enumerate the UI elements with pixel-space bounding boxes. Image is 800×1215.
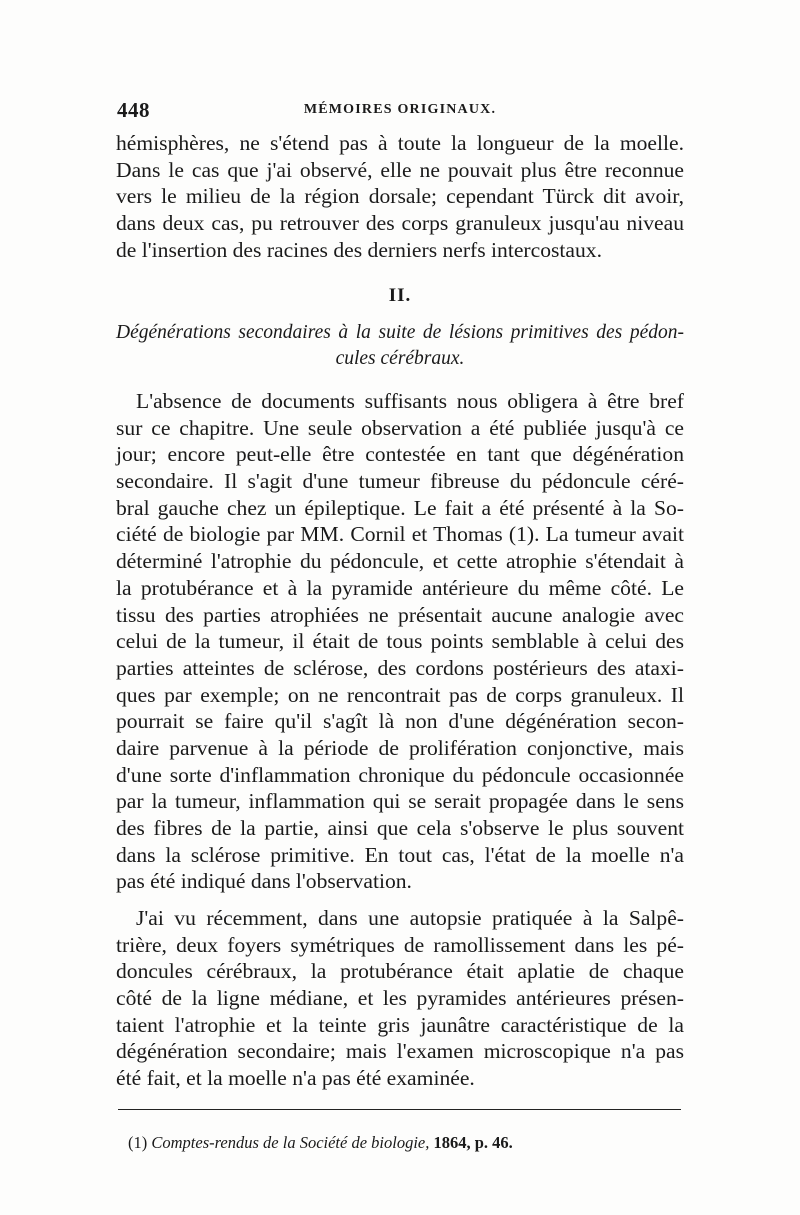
text-line: dégénération secondaire; mais l'examen microscopique n'a pas	[116, 1039, 684, 1064]
text-line: taient l'atrophie et la teinte gris jaunâtre caractéristique de la	[116, 1012, 684, 1037]
text-line: déterminé l'atrophie du pédoncule, et cette atrophie s'étendait à	[116, 549, 684, 574]
text-line: parties atteintes de sclérose, des cordons postérieurs des ataxi-	[116, 655, 684, 680]
footnote	[128, 1133, 513, 1153]
text-line: de l'insertion des racines des derniers nerfs intercostaux.	[116, 237, 602, 262]
text-line: pas été indiqué dans l'observation.	[116, 869, 412, 894]
footnote-citation-details: 1864, p. 46.	[433, 1133, 513, 1152]
text-line: des fibres de la partie, ainsi que cela s'observe le plus souvent	[116, 816, 684, 840]
paragraph-2	[116, 905, 684, 1092]
text-line: été fait, et la moelle n'a pas été examinée.	[116, 1066, 475, 1091]
text-line: vers le milieu de la région dorsale; cependant Türck dit avoir,	[116, 184, 684, 209]
text-line: pourrait se faire qu'il s'agît là non d'une dégénération secon-	[116, 709, 684, 734]
text-line: sur ce chapitre. Une seule observation a été publiée jusqu'à ce	[116, 415, 684, 440]
section-title-line: Dégénérations secondaires à la suite de lésions primitives des pédon-	[116, 322, 684, 343]
text-line: daire parvenue à la période de prolifération conjonctive, mais	[116, 735, 684, 760]
text-line: ciété de biologie par MM. Cornil et Thomas (1). La tumeur avait	[116, 522, 684, 547]
text-line: d'une sorte d'inflammation chronique du pédoncule occasionnée	[116, 762, 684, 787]
text-line: ques par exemple; on ne rencontrait pas de corps granuleux. Il	[116, 682, 684, 707]
running-title: MÉMOIRES ORIGINAUX.	[303, 102, 497, 117]
text-line: secondaire. Il s'agit d'une tumeur fibreuse du pédoncule céré-	[116, 469, 684, 494]
text-line: tissu des parties atrophiées ne présentait aucune analogie avec	[116, 602, 684, 627]
text-line: bral gauche chez un épileptique. Le fait a été présenté à la So-	[116, 495, 684, 520]
text-line: la protubérance et à la pyramide antérieure du même côté. Le	[116, 575, 684, 600]
text-line: côté de la ligne médiane, et les pyramides antérieures présen-	[116, 986, 684, 1011]
footnote-citation-title: Comptes-rendus de la Société de biologie,	[151, 1133, 430, 1152]
page-number: 448	[117, 98, 150, 122]
text-line: trière, deux foyers symétriques de ramollissement dans les pé-	[116, 932, 684, 957]
section-number: II.	[388, 285, 412, 306]
section-title-line: cules cérébraux.	[335, 348, 465, 369]
text-line: dans deux cas, pu retrouver des corps granuleux jusqu'au niveau	[116, 211, 684, 236]
page-header	[117, 98, 683, 122]
text-line: doncules cérébraux, la protubérance était aplatie de chaque	[116, 959, 684, 984]
text-line: L'absence de documents suffisants nous obligera à être bref	[136, 389, 684, 413]
text-line: celui de la tumeur, il était de tous points semblable à celui des	[116, 629, 684, 654]
text-line: hémisphères, ne s'étend pas à toute la longueur de la moelle.	[116, 131, 684, 155]
text-line: dans la sclérose primitive. En tout cas, l'état de la moelle n'a	[116, 842, 684, 867]
section-title	[116, 320, 684, 372]
footnote-mark: (1)	[128, 1133, 148, 1152]
text-line: Dans le cas que j'ai observé, elle ne pouvait plus être reconnue	[116, 157, 684, 182]
footnote-divider	[118, 1109, 681, 1110]
text-line: par la tumeur, inflammation qui se serait propagée dans le sens	[116, 789, 684, 814]
text-line: J'ai vu récemment, dans une autopsie pratiquée à la Salpê-	[136, 906, 684, 930]
text-line: jour; encore peut-elle être contestée en tant que dégénération	[116, 442, 684, 467]
paragraph-top	[116, 130, 684, 263]
paragraph-1	[116, 388, 684, 895]
